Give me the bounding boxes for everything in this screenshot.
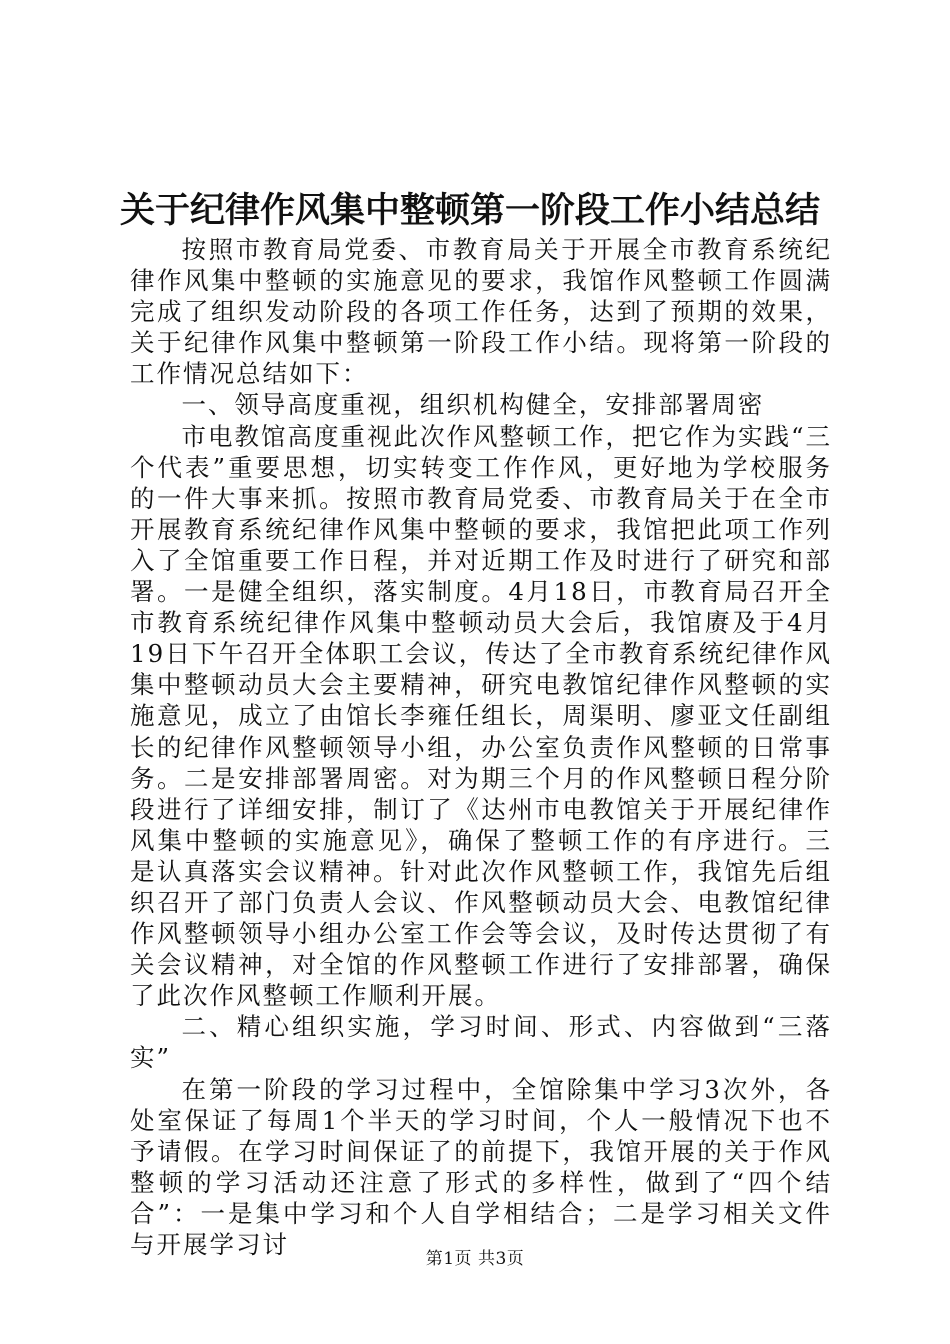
intro-paragraph: 按照市教育局党委、市教育局关于开展全市教育系统纪律作风集中整顿的实施意见的要求，我馆作风整顿工作圆满完成了组织发动阶段的各项工作任务，达到了预期的效果，关于纪律作风集中整顿第一阶段工作小结。现将第一阶段的工作情况总结如下： bbox=[130, 235, 832, 389]
document-title: 关于纪律作风集中整顿第一阶段工作小结总结 bbox=[120, 190, 821, 231]
page-footer: 第1页 共3页 bbox=[425, 1249, 525, 1269]
section-1-paragraph: 市电教馆高度重视此次作风整顿工作，把它作为实践“三个代表”重要思想，切实转变工作作风，更好地为学校服务的一件大事来抓。按照市教育局党委、市教育局关于在全市开展教育系统纪律作风集中整顿的要求，我馆把此项工作列入了全馆重要工作日程，并对近期工作及时进行了研究和部署。一是健全组织，落实制度。4月18日，市教育局召开全市教育系统纪律作风集中整顿动员大会后，我馆赓及于4月19日下午召开全体职工会议，传达了全市教育系统纪律作风集中整顿动员大会主要精神，研究电教馆纪律作风整顿的实施意见，成立了由馆长李雍任组长，周渠明、廖亚文任副组长的纪律作风整顿领导小组，办公室负责作风整顿的日常事务。二是安排部署周密。对为期三个月的作风整顿日程分阶段进行了详细安排，制订了《达州市电教馆关于开展纪律作风集中整顿的实施意见》，确保了整顿工作的有序进行。三是认真落实会议精神。针对此次作风整顿工作，我馆先后组织召开了部门负责人会议、作风整顿动员大会、电教馆纪律作风整顿领导小组办公室工作会等会议，及时传达贯彻了有关会议精神，对全馆的作风整顿工作进行了安排部署，确保了此次作风整顿工作顺利开展。 bbox=[130, 421, 832, 1011]
section-2-paragraph: 在第一阶段的学习过程中，全馆除集中学习3次外，各处室保证了每周1个半天的学习时间，个人一般情况下也不予请假。在学习时间保证了的前提下，我馆开展的关于作风整顿的学习活动还注意了形式的多样性，做到了“四个结合”：一是集中学习和个人自学相结合；二是学习相关文件与开展学习讨 bbox=[130, 1074, 832, 1259]
section-heading-1: 一、领导高度重视，组织机构健全，安排部署周密 bbox=[181, 390, 765, 420]
section-heading-2: 二、精心组织实施，学习时间、形式、内容做到“三落实” bbox=[130, 1012, 832, 1073]
document-body bbox=[130, 234, 832, 1260]
